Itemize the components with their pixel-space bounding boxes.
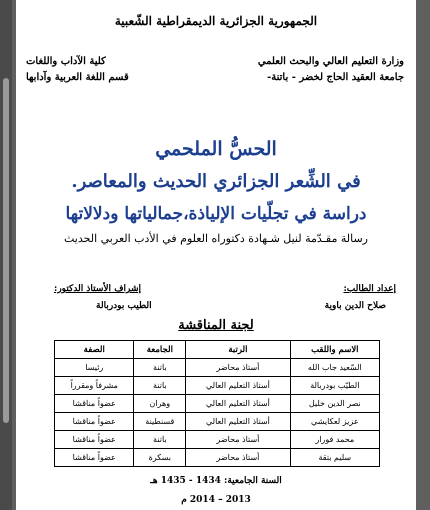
member-name: الطيّب بودربالة	[290, 377, 379, 395]
col-header-name: الاسم واللقب	[290, 341, 379, 359]
table-row	[55, 431, 380, 449]
member-name: السّعيد جاب الله	[290, 359, 379, 377]
document-page	[16, 0, 416, 510]
table-row	[55, 395, 380, 413]
scrollbar-thumb[interactable]	[3, 78, 9, 423]
member-university: وهران	[134, 395, 186, 413]
member-rank: أستاذ التعليم العالي	[186, 395, 290, 413]
member-rank: أستاذ محاضر	[186, 359, 290, 377]
member-name: محمد فورار	[290, 431, 379, 449]
member-rank: أستاذ التعليم العالي	[186, 377, 290, 395]
member-university: قسنطينة	[134, 413, 186, 431]
member-role: رئيسا	[55, 359, 134, 377]
member-role: مشرفاً ومقرراً	[55, 377, 134, 395]
thesis-title-line2: في الشِّعر الجزائري الحديث والمعاصر.	[71, 171, 361, 192]
thesis-title-line1: الحسُّ الملحمي	[155, 138, 277, 160]
member-role: عضواً مناقشا	[55, 431, 134, 449]
member-university: باتنة	[134, 431, 186, 449]
member-name: عزيز لعكايشي	[290, 413, 379, 431]
supervisor-name: الطيب بودربالة	[96, 301, 152, 311]
member-rank: أستاذ محاضر	[186, 431, 290, 449]
member-rank: أستاذ محاضر	[186, 449, 290, 467]
republic-heading: الجمهورية الجزائرية الديمقراطية الشّعبية	[114, 14, 318, 28]
thesis-subtitle: رسالة مقـدّمة لنيل شـهادة دكتوراه العلوم في الأدب العربي الحديث	[64, 232, 368, 245]
member-role: عضواً مناقشا	[55, 449, 134, 467]
academic-year-gregorian: 2013 – 2014 م	[181, 495, 251, 505]
col-header-role: الصفة	[55, 341, 134, 359]
faculty-name: كلية الآداب واللغات	[26, 56, 106, 67]
member-name: سليم بتقة	[290, 449, 379, 467]
committee-table	[54, 340, 380, 467]
member-university: باتنة	[134, 359, 186, 377]
member-role: عضواً مناقشا	[55, 413, 134, 431]
table-header-row	[55, 341, 380, 359]
ministry-name: وزارة التعليم العالي والبحث العلمي	[257, 56, 404, 67]
table-row	[55, 359, 380, 377]
member-university: بسكرة	[134, 449, 186, 467]
col-header-rank: الرتبة	[186, 341, 290, 359]
table-row	[55, 413, 380, 431]
member-university: باتنة	[134, 377, 186, 395]
student-name: صلاح الدين باوية	[324, 301, 386, 311]
committee-title: لجنة المناقشة	[178, 318, 254, 333]
supervisor-label: إشراف الأستاذ الدكتور:	[54, 284, 142, 294]
member-name: نصر الدين خليل	[290, 395, 379, 413]
academic-year-hijri: السنة الجامعية: 1434 - 1435 هـ	[150, 476, 282, 486]
thesis-title-line3: دراسة في تجلّيات الإلياذة،جمالياتها ودلالاتها	[65, 204, 367, 224]
department-name: قسم اللغة العربية وآدابها	[26, 72, 129, 83]
table-row	[55, 377, 380, 395]
col-header-university: الجامعة	[134, 341, 186, 359]
university-name: جامعة العقيد الحاج لخضر - باتنة-	[267, 72, 404, 83]
member-role: عضواً مناقشا	[55, 395, 134, 413]
table-row	[55, 449, 380, 467]
member-rank: أستاذ التعليم العالي	[186, 413, 290, 431]
vertical-scrollbar[interactable]	[0, 0, 12, 510]
prepared-by-label: إعداد الطالب:	[343, 284, 396, 294]
